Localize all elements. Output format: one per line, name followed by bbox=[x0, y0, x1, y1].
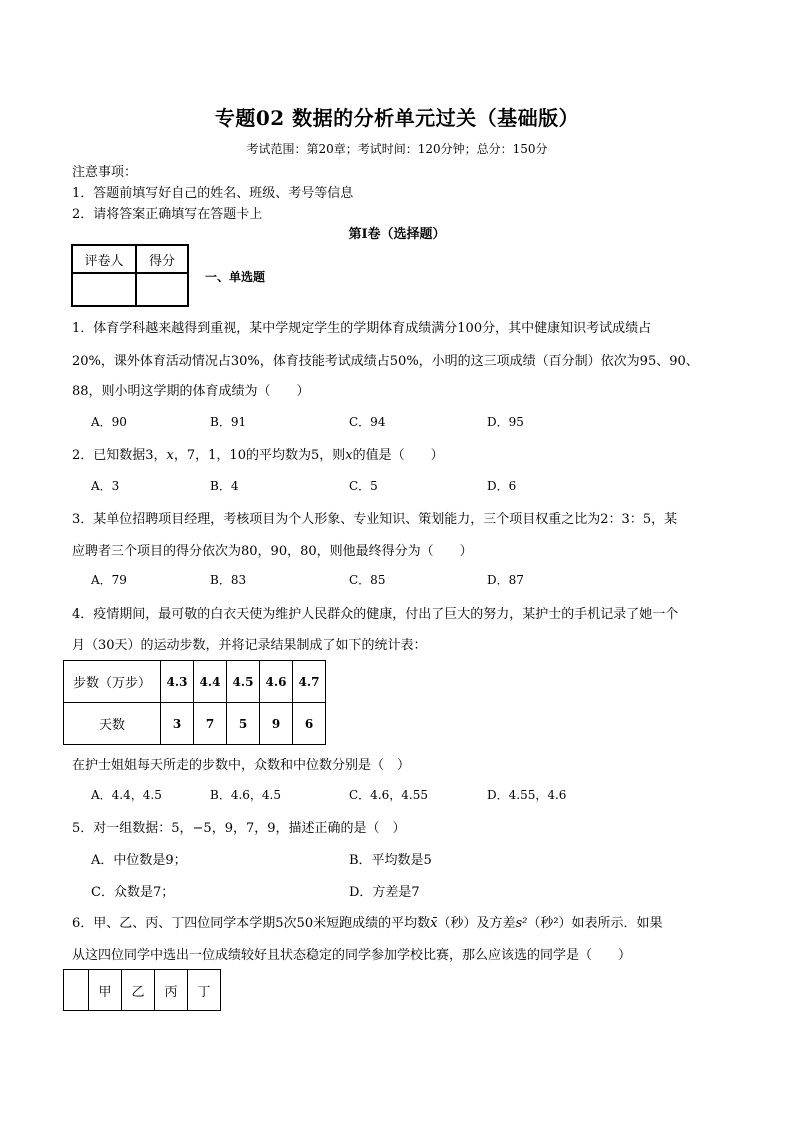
question-4-line: 4．疫情期间，最可敬的白衣天使为维护人民群众的健康，付出了巨大的努力，某护士的手机记录了她一个 bbox=[72, 607, 679, 622]
question-3-option-c[interactable]: C．85 bbox=[349, 573, 386, 587]
steps-row-label: 步数（万步） bbox=[64, 661, 161, 703]
students-corner-cell bbox=[64, 970, 89, 1011]
question-6-line: 从这四位同学中选出一位成绩较好且状态稳定的同学参加学校比赛，那么应该选的同学是（ ） bbox=[72, 948, 632, 963]
part-title: 第I卷（选择题） bbox=[348, 227, 446, 242]
question-3-line: 3．某单位招聘项目经理，考核项目为个人形象、专业知识、策划能力，三个项目权重之比为2：3：5，某 bbox=[72, 512, 678, 527]
question-6-stem: 6．甲、乙、丙、丁四位同学本学期5次50米短跑成绩的平均数x̄（秒）及方差s²（秒²）如表所示．如果 bbox=[72, 916, 663, 931]
question-5-option-b[interactable]: B．平均数是5 bbox=[349, 853, 432, 868]
page-title: 专题02 数据的分析单元过关（基础版） bbox=[214, 106, 580, 130]
steps-cell: 4.5 bbox=[227, 661, 260, 703]
question-1-line: 1．体育学科越来越得到重视，某中学规定学生的学期体育成绩满分100分，其中健康知识考试成绩占 bbox=[72, 321, 652, 336]
question-2-option-b[interactable]: B．4 bbox=[210, 479, 239, 493]
student-header: 丙 bbox=[155, 970, 188, 1011]
question-1-option-d[interactable]: D．95 bbox=[487, 415, 524, 429]
question-1-option-c[interactable]: C．94 bbox=[349, 415, 386, 429]
question-4-option-c[interactable]: C．4.6，4.55 bbox=[349, 788, 428, 802]
question-5-option-a[interactable]: A．中位数是9； bbox=[91, 853, 187, 868]
grader-cell bbox=[72, 273, 136, 306]
days-cell: 3 bbox=[161, 703, 194, 745]
question-2-option-c[interactable]: C．5 bbox=[349, 479, 378, 493]
days-row-label: 天数 bbox=[64, 703, 161, 745]
question-1-option-a[interactable]: A．90 bbox=[91, 415, 127, 429]
question-1-line: 20%，课外体育活动情况占30%，体育技能考试成绩占50%，小明的这三项成绩（百分制）依次为95、90、 bbox=[72, 354, 699, 369]
score-cell bbox=[136, 273, 188, 306]
question-4-option-d[interactable]: D．4.55，4.6 bbox=[487, 788, 567, 802]
students-table bbox=[63, 969, 221, 1011]
question-5-line: 5．对一组数据：5，−5，9，7，9，描述正确的是（ ） bbox=[72, 821, 406, 836]
days-cell: 7 bbox=[194, 703, 227, 745]
grader-header: 评卷人 bbox=[72, 245, 136, 273]
question-3-option-b[interactable]: B．83 bbox=[210, 573, 247, 587]
steps-cell: 4.6 bbox=[260, 661, 293, 703]
question-1-option-b[interactable]: B．91 bbox=[210, 415, 247, 429]
question-2-stem: 2．已知数据3，x，7，1，10的平均数为5，则x的值是（ ） bbox=[72, 448, 444, 463]
question-4-option-a[interactable]: A．4.4，4.5 bbox=[91, 788, 162, 802]
days-cell: 9 bbox=[260, 703, 293, 745]
steps-cell: 4.4 bbox=[194, 661, 227, 703]
question-5-option-c[interactable]: C．众数是7； bbox=[91, 885, 175, 900]
student-header: 乙 bbox=[122, 970, 155, 1011]
exam-info: 考试范围：第20章；考试时间：120分钟；总分：150分 bbox=[246, 142, 548, 156]
steps-cell: 4.7 bbox=[293, 661, 326, 703]
section-title: 一、单选题 bbox=[205, 270, 266, 284]
question-3-option-d[interactable]: D．87 bbox=[487, 573, 524, 587]
steps-table bbox=[63, 660, 326, 745]
score-header: 得分 bbox=[136, 245, 188, 273]
question-5-option-d[interactable]: D．方差是7 bbox=[349, 885, 420, 900]
question-2-option-a[interactable]: A．3 bbox=[91, 479, 120, 493]
question-4-line: 月（30天）的运动步数，并将记录结果制成了如下的统计表： bbox=[72, 638, 427, 653]
question-4-option-b[interactable]: B．4.6，4.5 bbox=[210, 788, 281, 802]
question-2-option-d[interactable]: D．6 bbox=[487, 479, 517, 493]
steps-cell: 4.3 bbox=[161, 661, 194, 703]
notice-item: 2．请将答案正确填写在答题卡上 bbox=[72, 207, 263, 222]
grader-score-box bbox=[71, 244, 189, 307]
question-3-line: 应聘者三个项目的得分依次为80，90，80，则他最终得分为（ ） bbox=[72, 544, 473, 559]
days-cell: 6 bbox=[293, 703, 326, 745]
student-header: 丁 bbox=[188, 970, 221, 1011]
notice-heading: 注意事项： bbox=[72, 165, 138, 180]
question-4-prompt: 在护士姐姐每天所走的步数中，众数和中位数分别是（ ） bbox=[72, 758, 411, 773]
days-cell: 5 bbox=[227, 703, 260, 745]
question-1-line: 88，则小明这学期的体育成绩为（ ） bbox=[72, 384, 310, 399]
notice-item: 1．答题前填写好自己的姓名、班级、考号等信息 bbox=[72, 186, 354, 201]
question-3-option-a[interactable]: A．79 bbox=[91, 573, 127, 587]
student-header: 甲 bbox=[89, 970, 122, 1011]
